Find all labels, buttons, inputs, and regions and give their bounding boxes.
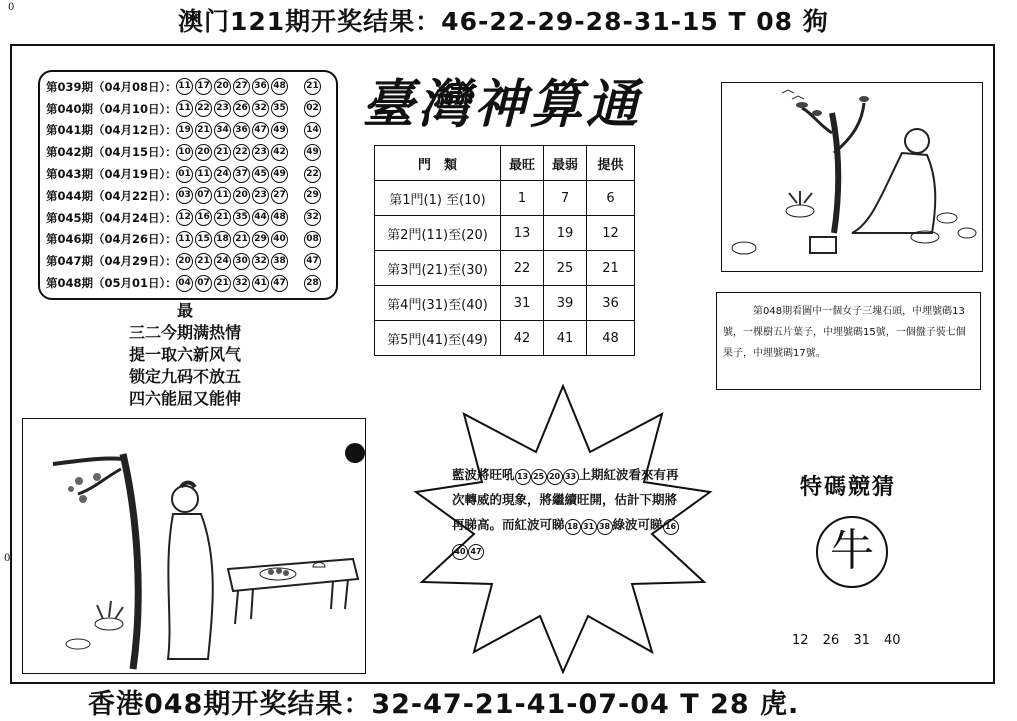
history-numbers bbox=[176, 166, 321, 183]
gate-header-row bbox=[375, 146, 635, 181]
gate-row bbox=[375, 251, 635, 286]
macau-result-header: 澳门121期开奖结果：46-22-29-28-31-15 T 08 狗 bbox=[178, 7, 829, 36]
gate-cell: 25 bbox=[544, 251, 587, 286]
number-ball: 36 bbox=[233, 122, 250, 139]
history-row bbox=[46, 120, 330, 142]
star-text-part: 藍波將旺吼 bbox=[452, 467, 515, 482]
number-ball: 23 bbox=[252, 144, 269, 161]
number-ball: 47 bbox=[271, 275, 288, 292]
gate-table bbox=[374, 145, 635, 356]
number-ball: 37 bbox=[233, 166, 250, 183]
history-numbers bbox=[176, 100, 321, 117]
history-numbers bbox=[176, 78, 321, 95]
number-ball: 26 bbox=[233, 100, 250, 117]
poem-line: 三二今期满热情 bbox=[128, 323, 241, 342]
number-ball: 11 bbox=[214, 187, 231, 204]
number-ball: 40 bbox=[271, 231, 288, 248]
number-ball: 11 bbox=[195, 166, 212, 183]
special-ball: 49 bbox=[304, 144, 321, 161]
history-row bbox=[46, 229, 330, 251]
history-row bbox=[46, 185, 330, 207]
illustration-lady-table bbox=[22, 418, 366, 674]
number-ball: 07 bbox=[195, 187, 212, 204]
number-ball: 21 bbox=[214, 144, 231, 161]
gate-row bbox=[375, 286, 635, 321]
number-ball: 11 bbox=[176, 231, 193, 248]
history-numbers bbox=[176, 231, 321, 248]
gate-cell: 第3門(21)至(30) bbox=[375, 251, 501, 286]
history-numbers bbox=[176, 187, 321, 204]
special-ball: 28 bbox=[304, 275, 321, 292]
history-row bbox=[46, 163, 330, 185]
number-ball: 16 bbox=[195, 209, 212, 226]
number-ball: 23 bbox=[214, 100, 231, 117]
gate-header-cell: 門 類 bbox=[375, 146, 501, 181]
number-ball: 21 bbox=[195, 122, 212, 139]
number-ball: 15 bbox=[195, 231, 212, 248]
number-ball: 11 bbox=[176, 78, 193, 95]
poem-line: 最 bbox=[176, 301, 193, 320]
gate-cell: 36 bbox=[587, 286, 635, 321]
number-ball: 18 bbox=[565, 519, 581, 535]
number-ball: 22 bbox=[195, 100, 212, 117]
number-ball: 11 bbox=[176, 100, 193, 117]
number-ball: 47 bbox=[468, 544, 484, 560]
history-label: 第044期（04月22日）： bbox=[46, 188, 177, 203]
history-label: 第040期（04月10日）： bbox=[46, 101, 177, 116]
number-ball: 38 bbox=[597, 519, 613, 535]
hk-result-footer: 香港048期开奖结果：32-47-21-41-07-04 T 28 虎. bbox=[88, 689, 800, 720]
gate-cell: 42 bbox=[501, 321, 544, 356]
special-ball: 32 bbox=[304, 209, 321, 226]
number-ball: 29 bbox=[252, 231, 269, 248]
gate-cell: 19 bbox=[544, 216, 587, 251]
star-text-part: 上期紅波看來有再次轉威的現象，將繼續旺開，估計下期將再睇高。而紅波可睇 bbox=[452, 467, 679, 532]
special-ball: 47 bbox=[304, 253, 321, 270]
gate-cell: 第5門(41)至(49) bbox=[375, 321, 501, 356]
number-ball: 41 bbox=[252, 275, 269, 292]
gate-header-cell: 最旺 bbox=[501, 146, 544, 181]
gate-cell: 21 bbox=[587, 251, 635, 286]
number-ball: 12 bbox=[176, 209, 193, 226]
number-ball: 18 bbox=[214, 231, 231, 248]
page-title: 臺灣神算通 bbox=[362, 74, 643, 135]
special-ball: 14 bbox=[304, 122, 321, 139]
number-ball: 33 bbox=[563, 469, 579, 485]
number-ball: 16 bbox=[663, 519, 679, 535]
number-ball: 20 bbox=[176, 253, 193, 270]
number-ball: 21 bbox=[233, 231, 250, 248]
number-ball: 21 bbox=[195, 253, 212, 270]
number-ball: 44 bbox=[252, 209, 269, 226]
number-ball: 36 bbox=[252, 78, 269, 95]
poem-line: 提一取六新风气 bbox=[128, 345, 241, 364]
number-ball: 31 bbox=[581, 519, 597, 535]
history-panel bbox=[38, 70, 338, 300]
star-text bbox=[452, 462, 682, 562]
margin-mark-side: 0 bbox=[4, 553, 11, 564]
history-label: 第048期（05月01日）： bbox=[46, 276, 177, 291]
history-label: 第045期（04月24日）： bbox=[46, 210, 177, 225]
gate-cell: 39 bbox=[544, 286, 587, 321]
history-label: 第047期（04月29日）： bbox=[46, 254, 177, 269]
gate-table-wrap bbox=[374, 145, 635, 356]
gate-row bbox=[375, 321, 635, 356]
zodiac-circle: 牛 bbox=[816, 516, 888, 588]
gate-cell: 12 bbox=[587, 216, 635, 251]
history-numbers bbox=[176, 144, 321, 161]
history-numbers bbox=[176, 122, 321, 139]
number-ball: 01 bbox=[176, 166, 193, 183]
number-ball: 48 bbox=[271, 78, 288, 95]
number-ball: 32 bbox=[252, 100, 269, 117]
history-numbers bbox=[176, 209, 321, 226]
gate-cell: 7 bbox=[544, 181, 587, 216]
gate-row bbox=[375, 216, 635, 251]
history-label: 第046期（04月26日）： bbox=[46, 232, 177, 247]
history-label: 第041期（04月12日）： bbox=[46, 123, 177, 138]
number-ball: 22 bbox=[233, 144, 250, 161]
number-ball: 27 bbox=[271, 187, 288, 204]
number-ball: 23 bbox=[252, 187, 269, 204]
number-ball: 48 bbox=[271, 209, 288, 226]
number-ball: 24 bbox=[214, 253, 231, 270]
number-ball: 20 bbox=[214, 78, 231, 95]
history-label: 第042期（04月15日）： bbox=[46, 145, 177, 160]
special-ball: 22 bbox=[304, 166, 321, 183]
history-label: 第043期（04月19日）： bbox=[46, 167, 177, 182]
number-ball: 17 bbox=[195, 78, 212, 95]
gate-cell: 13 bbox=[501, 216, 544, 251]
number-ball: 10 bbox=[176, 144, 193, 161]
history-numbers bbox=[176, 253, 321, 270]
illustration-woman-tree bbox=[721, 82, 983, 272]
star-text-part: 綠波可睇 bbox=[612, 517, 663, 532]
gate-cell: 第2門(11)至(20) bbox=[375, 216, 501, 251]
number-ball: 24 bbox=[214, 166, 231, 183]
gate-cell: 31 bbox=[501, 286, 544, 321]
number-ball: 49 bbox=[271, 166, 288, 183]
number-ball: 20 bbox=[233, 187, 250, 204]
number-ball: 42 bbox=[271, 144, 288, 161]
special-ball: 08 bbox=[304, 231, 321, 248]
history-row bbox=[46, 207, 330, 229]
margin-mark-top: 0 bbox=[8, 2, 15, 13]
number-ball: 21 bbox=[214, 209, 231, 226]
gate-cell: 第1門(1) 至(10) bbox=[375, 181, 501, 216]
number-ball: 30 bbox=[233, 253, 250, 270]
number-ball: 07 bbox=[195, 275, 212, 292]
special-ball: 02 bbox=[304, 100, 321, 117]
number-ball: 21 bbox=[214, 275, 231, 292]
history-row bbox=[46, 250, 330, 272]
tema-title: 特碼競猜 bbox=[800, 475, 897, 500]
number-ball: 45 bbox=[252, 166, 269, 183]
gate-header-cell: 提供 bbox=[587, 146, 635, 181]
number-ball: 34 bbox=[214, 122, 231, 139]
special-ball: 21 bbox=[304, 78, 321, 95]
number-ball: 40 bbox=[452, 544, 468, 560]
number-ball: 47 bbox=[252, 122, 269, 139]
number-ball: 35 bbox=[233, 209, 250, 226]
number-ball: 32 bbox=[252, 253, 269, 270]
gate-cell: 6 bbox=[587, 181, 635, 216]
number-ball: 38 bbox=[271, 253, 288, 270]
gate-cell: 48 bbox=[587, 321, 635, 356]
poem-line: 四六能屈又能伸 bbox=[128, 389, 241, 408]
gate-cell: 41 bbox=[544, 321, 587, 356]
number-ball: 32 bbox=[233, 275, 250, 292]
number-ball: 19 bbox=[176, 122, 193, 139]
history-label: 第039期（04月08日）： bbox=[46, 79, 177, 94]
gate-cell: 第4門(31)至(40) bbox=[375, 286, 501, 321]
gate-cell: 22 bbox=[501, 251, 544, 286]
gate-header-cell: 最弱 bbox=[544, 146, 587, 181]
poem bbox=[110, 300, 260, 410]
number-ball: 27 bbox=[233, 78, 250, 95]
number-ball: 49 bbox=[271, 122, 288, 139]
history-row bbox=[46, 141, 330, 163]
number-ball: 35 bbox=[271, 100, 288, 117]
number-ball: 13 bbox=[515, 469, 531, 485]
riddle-note: 第048期看圖中一個女子三塊石頭，中埋號碼13號，一棵樹五片葉子，中埋號碼15號，一個盤子裝七個果子，中埋號碼17號。 bbox=[716, 292, 981, 390]
special-ball: 29 bbox=[304, 187, 321, 204]
number-ball: 20 bbox=[547, 469, 563, 485]
history-numbers bbox=[176, 275, 321, 292]
number-ball: 25 bbox=[531, 469, 547, 485]
number-ball: 03 bbox=[176, 187, 193, 204]
history-row bbox=[46, 98, 330, 120]
gate-cell: 1 bbox=[501, 181, 544, 216]
number-ball: 20 bbox=[195, 144, 212, 161]
history-row bbox=[46, 272, 330, 294]
gate-row bbox=[375, 181, 635, 216]
history-row bbox=[46, 76, 330, 98]
tema-numbers: 12 26 31 40 bbox=[792, 633, 901, 648]
number-ball: 04 bbox=[176, 275, 193, 292]
poem-line: 锁定九码不放五 bbox=[128, 367, 241, 386]
